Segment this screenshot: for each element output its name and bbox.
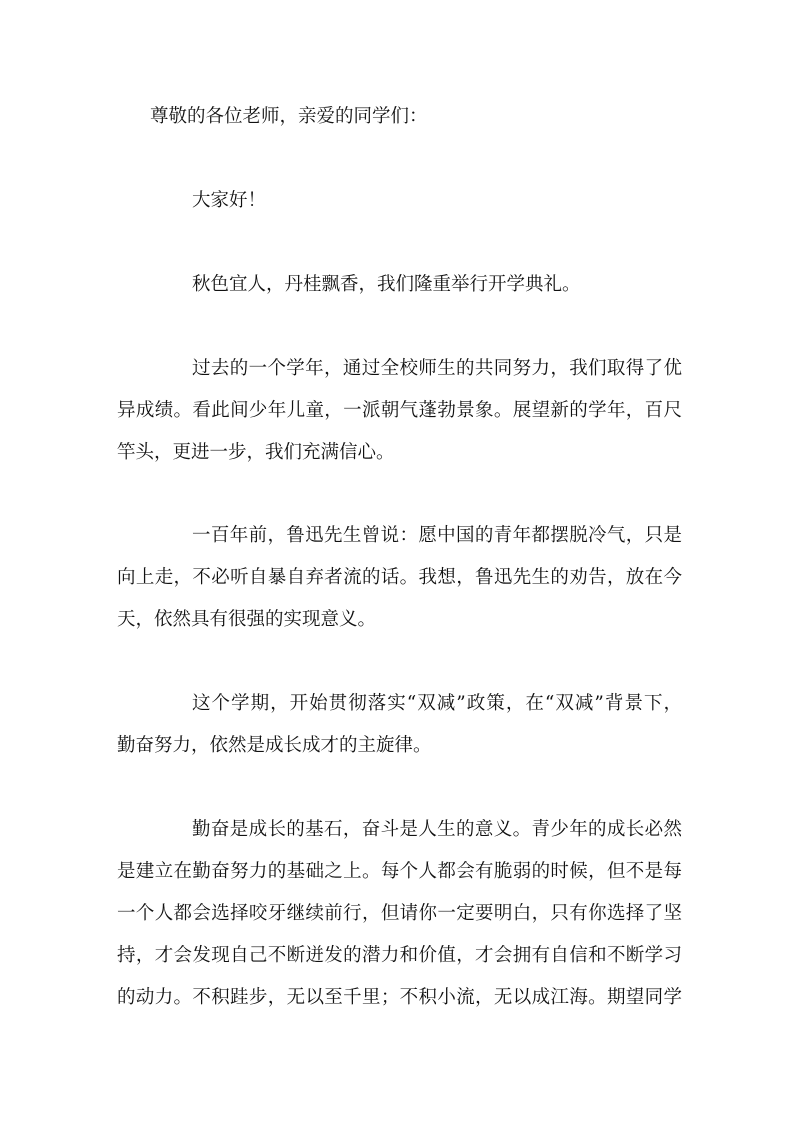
paragraph-5-line-4: 持，才会发现自己不断迸发的潜力和价值，才会拥有自信和不断学习 [117,945,682,966]
paragraph-5-line-1: 勤奋是成长的基石，奋斗是人生的意义。青少年的成长必然 [192,819,682,840]
paragraph-5-line-5: 的动力。不积跬步，无以至千里；不积小流，无以成江海。期望同学 [117,987,682,1008]
paragraph-2-line-2: 异成绩。看此间少年儿童，一派朝气蓬勃景象。展望新的学年，百尺 [117,400,682,421]
paragraph-3-line-2: 向上走，不必听自暴自弃者流的话。我想，鲁迅先生的劝告，放在今 [117,567,682,588]
paragraph-2-line-1: 过去的一个学年，通过全校师生的共同努力，我们取得了优 [192,358,682,379]
paragraph-5-line-2: 是建立在勤奋努力的基础之上。每个人都会有脆弱的时候，但不是每 [117,861,682,882]
greeting: 大家好！ [192,190,267,211]
paragraph-3-line-3: 天，依然具有很强的实现意义。 [117,609,377,630]
paragraph-5-line-3: 一个人都会选择咬牙继续前行，但请你一定要明白，只有你选择了坚 [117,903,682,924]
paragraph-1-line-1: 秋色宜人，丹桂飘香，我们隆重举行开学典礼。 [192,274,581,295]
paragraph-4-line-1: 这个学期，开始贯彻落实“双减”政策，在“双减”背景下， [192,693,682,714]
paragraph-3-line-1: 一百年前，鲁迅先生曾说：愿中国的青年都摆脱冷气，只是 [192,525,682,546]
paragraph-2-line-3: 竿头，更进一步，我们充满信心。 [117,442,395,463]
salutation: 尊敬的各位老师，亲爱的同学们： [150,106,428,127]
paragraph-4-line-2: 勤奋努力，依然是成长成才的主旋律。 [117,735,432,756]
